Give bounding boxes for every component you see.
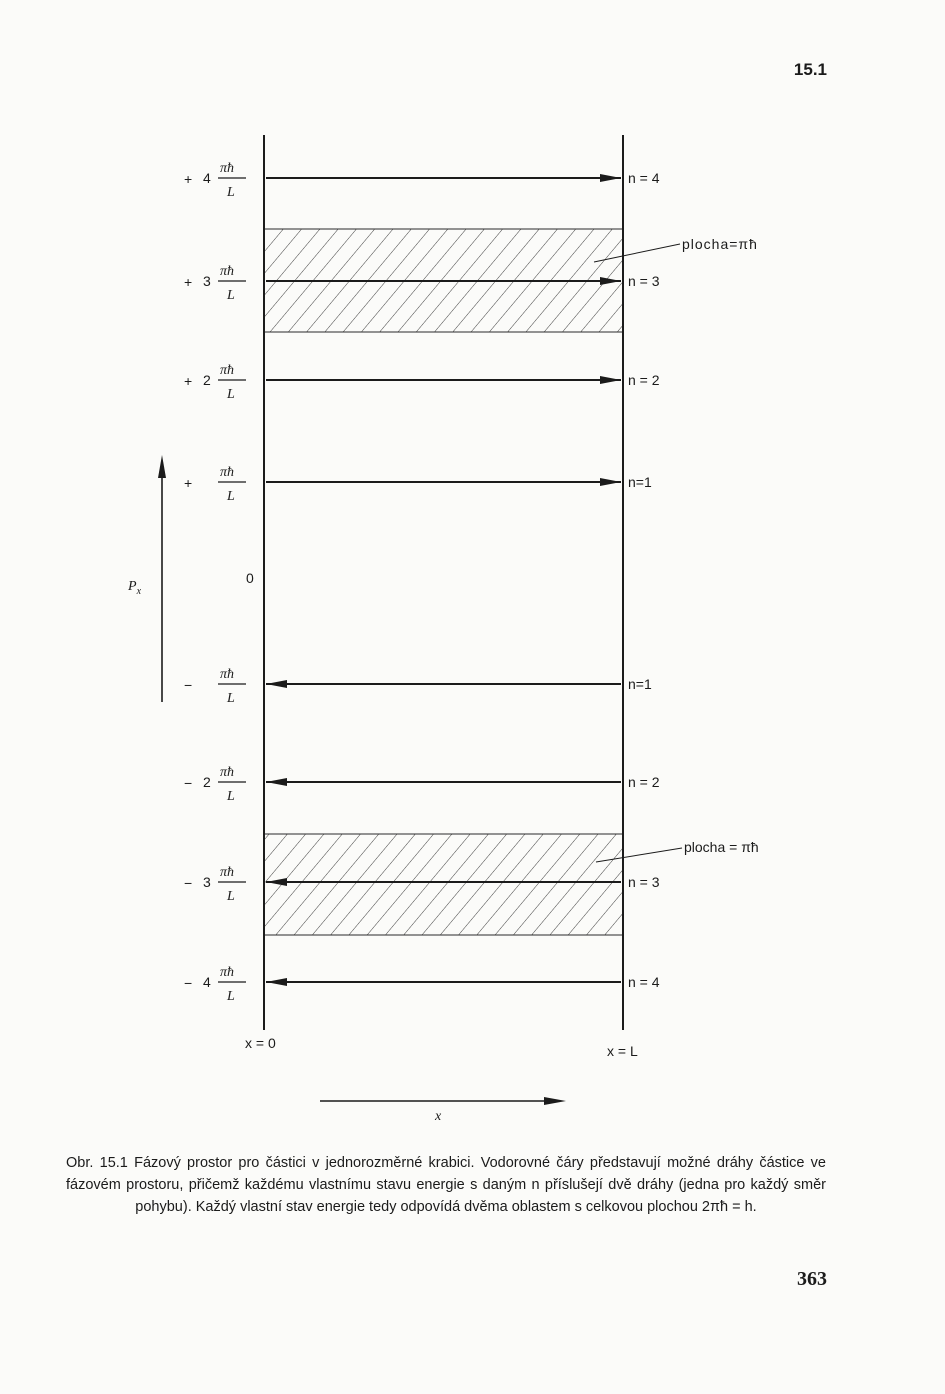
area-label-top: plocha=πħ <box>682 236 758 252</box>
level-sign: + <box>184 475 193 491</box>
level-coefficient: 3 <box>203 874 211 890</box>
level-sign: − <box>184 975 193 991</box>
fraction-numerator: πħ <box>220 264 235 279</box>
px-label: $P_x$ <box>128 579 142 597</box>
trajectory-arrowhead <box>266 778 287 786</box>
level-coefficient: 2 <box>203 372 211 388</box>
fraction-numerator: πħ <box>220 161 235 176</box>
section-number: 15.1 <box>793 60 827 79</box>
fraction-denominator: L <box>227 789 235 804</box>
fraction-denominator: L <box>227 288 235 303</box>
page-number: 363 <box>797 1268 827 1290</box>
level-coefficient: 2 <box>203 774 211 790</box>
level-5 <box>184 765 660 804</box>
area-label-bottom: plocha = πħ <box>684 839 759 855</box>
level-sign: + <box>184 373 193 389</box>
quantum-number-label: n=1 <box>628 474 652 490</box>
x-axis-label: x <box>435 1109 442 1124</box>
quantum-number-label: n = 3 <box>628 874 660 890</box>
fraction-numerator: πħ <box>220 667 235 682</box>
level-4 <box>184 667 652 706</box>
x-right-label: x = L <box>607 1043 638 1059</box>
trajectory-arrowhead <box>600 478 621 486</box>
quantum-number-label: n = 4 <box>628 170 660 186</box>
level-coefficient: 4 <box>203 170 211 186</box>
level-2 <box>184 363 660 402</box>
quantum-number-label: n = 2 <box>628 774 660 790</box>
level-7 <box>184 965 660 1004</box>
level-sign: − <box>184 875 193 891</box>
level-sign: + <box>184 274 193 290</box>
quantum-number-label: n=1 <box>628 676 652 692</box>
fraction-denominator: L <box>227 691 235 706</box>
x-axis-arrowhead <box>544 1097 566 1105</box>
level-0 <box>184 161 660 200</box>
fraction-numerator: πħ <box>220 363 235 378</box>
hatched-area-bottom <box>264 834 623 935</box>
fraction-numerator: πħ <box>220 765 235 780</box>
level-coefficient: 3 <box>203 273 211 289</box>
px-axis-arrowhead <box>158 455 166 478</box>
trajectory-arrowhead <box>266 978 287 986</box>
quantum-number-label: n = 4 <box>628 974 660 990</box>
fraction-denominator: L <box>227 387 235 402</box>
level-3 <box>184 465 652 504</box>
x-left-label: x = 0 <box>245 1035 276 1051</box>
quantum-number-label: n = 3 <box>628 273 660 289</box>
zero-label: 0 <box>246 570 254 586</box>
level-sign: − <box>184 775 193 791</box>
trajectory-arrowhead <box>600 174 621 182</box>
figure-caption: Obr. 15.1 Fázový prostor pro částici v jednorozměrné krabici. Vodorovné čáry představují možné dráhy částice ve fázovém prostoru, přičemž každému vlastnímu stavu energie s daným n příslušejí dvě dráhy (jedna pro každý směr pohybu). Každý vlastní stav energie tedy odpovídá dvěma oblastem s celkovou plochou 2πħ = h. <box>66 1155 826 1215</box>
fraction-numerator: πħ <box>220 865 235 880</box>
fraction-numerator: πħ <box>220 965 235 980</box>
trajectory-arrowhead <box>600 376 621 384</box>
fraction-denominator: L <box>227 185 235 200</box>
fraction-numerator: πħ <box>220 465 235 480</box>
fraction-denominator: L <box>227 989 235 1004</box>
level-sign: + <box>184 171 193 187</box>
trajectory-arrowhead <box>266 680 287 688</box>
level-coefficient: 4 <box>203 974 211 990</box>
quantum-number-label: n = 2 <box>628 372 660 388</box>
fraction-denominator: L <box>227 889 235 904</box>
level-sign: − <box>184 677 193 693</box>
fraction-denominator: L <box>227 489 235 504</box>
